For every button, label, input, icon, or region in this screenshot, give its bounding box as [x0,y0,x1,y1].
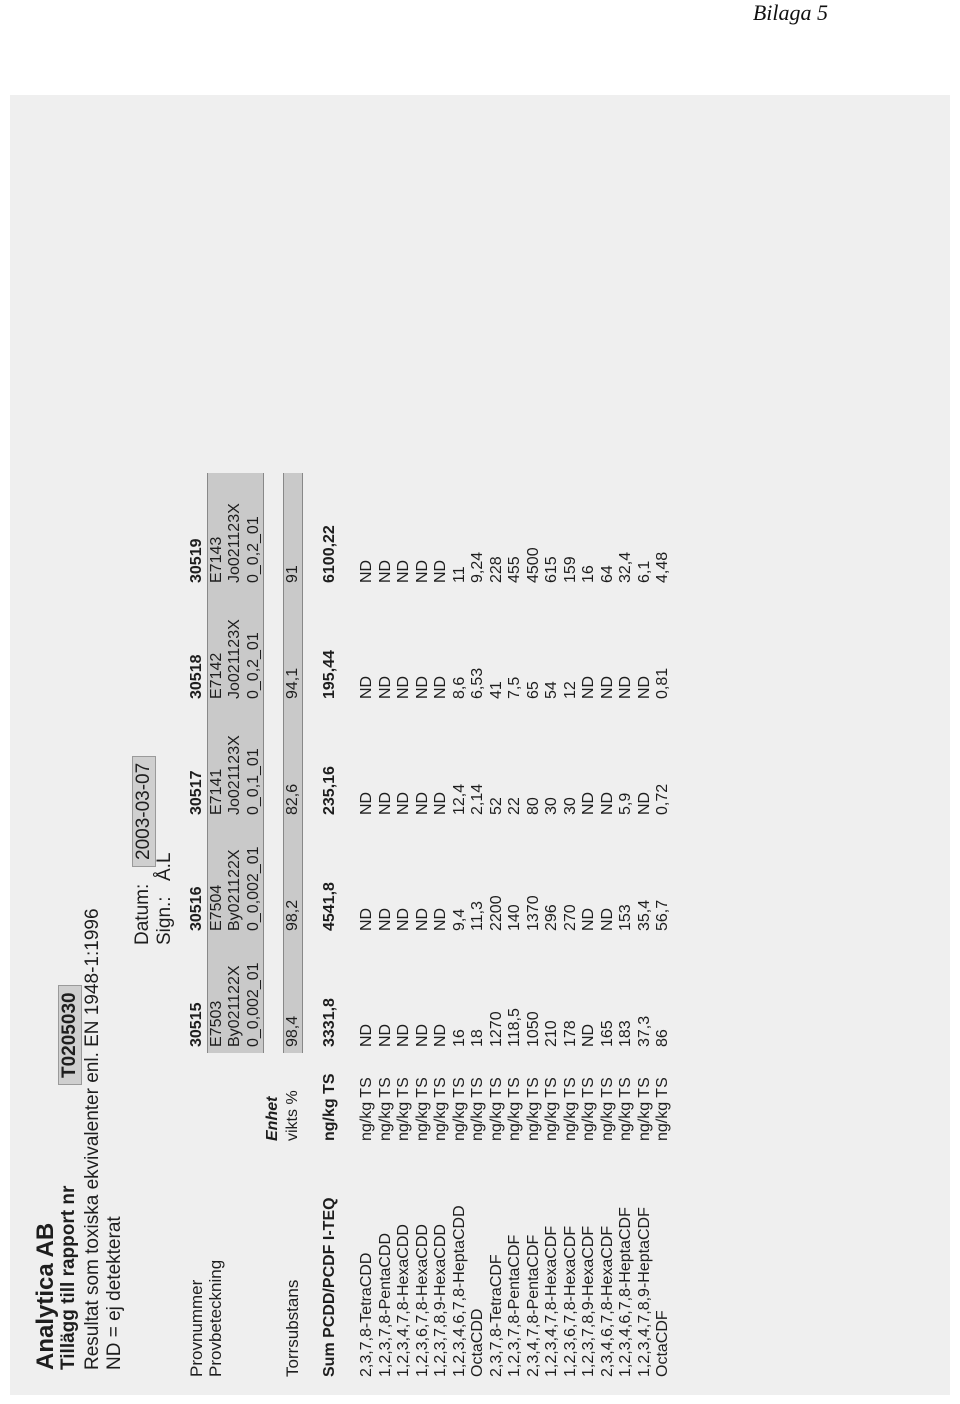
congener-value: ND [376,1023,394,1047]
congener-value: 270 [561,904,579,931]
sample-designation: E7141 [207,705,226,821]
congener-name: 1,2,3,7,8-PentaCDD [376,1232,394,1377]
nd-note: ND = ej detekterat [104,1216,125,1370]
congener-row [451,473,470,1383]
sign-label: Sign.: [154,896,175,945]
congener-value: 18 [469,1029,486,1047]
congener-value: ND [432,791,449,815]
congener-value: ND [432,907,449,931]
congener-value: 54 [543,681,560,699]
unit-cell [245,1053,264,1147]
congener-value: 183 [617,1020,634,1047]
torrsubstans-value: 98,4 [283,937,303,1053]
sum-label: Sum PCDD/PCDF I-TEQ [321,1197,338,1377]
empty-cell [264,937,284,1053]
attachment-label: Bilaga 5 [752,0,828,25]
sum-unit: ng/kg TS [321,1073,338,1141]
congener-value: 52 [487,797,505,815]
torrsubstans-value: 98,2 [283,821,303,937]
congener-unit: ng/kg TS [598,1077,616,1141]
sign-value: Å.L [154,852,175,881]
congener-value: 56,7 [654,899,671,931]
provbeteckning-row [207,473,226,1383]
congener-value: ND [580,907,597,931]
congener-value: 5,9 [617,792,634,815]
enhet-label: Enhet [264,1096,281,1141]
rotated-report [10,95,950,1395]
congener-unit: ng/kg TS [450,1077,468,1141]
congener-name: OctaCDF [654,1310,671,1377]
unit-cell [207,1053,226,1147]
provbeteckning-label: Provbeteckning [206,1259,226,1377]
congener-value: ND [395,559,412,583]
congener-unit: ng/kg TS [580,1077,597,1141]
congener-unit: ng/kg TS [469,1077,486,1141]
congener-unit: ng/kg TS [487,1077,505,1141]
congener-row [414,473,433,1383]
congener-row [636,473,655,1383]
sample-designation: E7503 [207,937,226,1053]
congener-value: ND [635,791,653,815]
congener-name: 2,3,7,8-TetraCDF [487,1254,505,1377]
congener-unit: ng/kg TS [506,1077,523,1141]
congener-value: 86 [654,1029,671,1047]
congener-row [358,473,377,1383]
congener-value: 0,81 [654,667,671,699]
result-note: Resultat som toxiska ekvivalenter enl. EN 1948-1:1996 [82,908,103,1370]
congener-row [617,473,636,1383]
congener-value: 296 [543,904,560,931]
sum-value: 195,44 [321,650,338,699]
congener-value: 159 [561,556,579,583]
sample-designation: 0_0,2_01 [245,473,264,589]
sample-designation: 0_0,002_01 [245,821,264,937]
sample-designation: 0_0,1_01 [245,705,264,821]
congener-value: ND [432,559,449,583]
congener-value: 615 [543,556,560,583]
congener-value: ND [598,675,616,699]
sample-designation: Jo021123X [226,473,245,589]
congener-name: 1,2,3,7,8-PentaCDF [506,1234,523,1377]
sample-number: 30516 [188,886,205,931]
congener-value: ND [395,675,412,699]
congener-unit: ng/kg TS [654,1077,671,1141]
congener-value: 64 [598,565,616,583]
congener-name: 1,2,3,7,8,9-HexaCDD [432,1224,449,1377]
sum-row [321,473,340,1383]
sample-designation: 0_0,2_01 [245,589,264,705]
congener-value: 9,4 [450,908,468,931]
congener-name: 1,2,3,6,7,8-HexaCDD [413,1224,431,1377]
congener-unit: ng/kg TS [561,1077,579,1141]
provnummer-label: Provnummer [187,1279,207,1377]
congener-value: 37,3 [635,1015,653,1047]
congener-value: ND [580,675,597,699]
datum-label: Datum: [132,883,153,945]
provbeteckning-row [245,473,264,1383]
congener-value: ND [395,791,412,815]
congener-value: ND [395,907,412,931]
torrsubstans-unit: vikts % [283,1090,301,1141]
congener-value: ND [358,791,375,815]
congener-value: ND [358,1023,375,1047]
sample-designation: 0_0,002_01 [245,937,264,1053]
congener-value: 32,4 [617,551,634,583]
sample-designation: Jo021123X [226,589,245,705]
congener-value: 1370 [524,895,542,931]
congener-value: ND [358,907,375,931]
congener-value: ND [358,675,375,699]
congener-name: 1,2,3,4,7,8-HexaCDF [543,1225,560,1377]
congener-value: 2,14 [469,783,486,815]
congener-value: ND [598,907,616,931]
sample-designation: Jo021123X [226,705,245,821]
congener-unit: ng/kg TS [376,1077,394,1141]
congener-value: 1050 [524,1011,542,1047]
congener-value: 228 [487,556,505,583]
congener-row [395,473,414,1383]
scanned-page [10,95,950,1395]
congener-value: 80 [524,797,542,815]
empty-cell [264,821,284,937]
congener-name: OctaCDD [469,1308,486,1377]
congener-value: 30 [543,797,560,815]
torrsubstans-value: 94,1 [283,589,303,705]
datum-value: 2003-03-07 [132,756,156,867]
congener-value: 12,4 [450,783,468,815]
enhet-row [264,473,284,1383]
congener-value: 0,72 [654,783,671,815]
congener-value: 4,48 [654,551,671,583]
sample-designation: E7142 [207,589,226,705]
congener-row [654,473,673,1383]
congener-name: 2,3,7,8-TetraCDD [358,1252,375,1377]
sample-designation: By021122X [226,937,245,1053]
congener-name: 2,3,4,7,8-PentaCDF [524,1234,542,1377]
congener-value: 16 [580,565,597,583]
congener-unit: ng/kg TS [617,1077,634,1141]
congener-row [525,473,544,1383]
congener-unit: ng/kg TS [395,1077,412,1141]
provbeteckning-row [226,473,245,1383]
congener-row [580,473,599,1383]
empty-cell [264,1147,284,1383]
unit-cell [188,1053,207,1147]
congener-value: 455 [506,556,523,583]
congener-name: 1,2,3,4,6,7,8-HeptaCDD [450,1205,468,1377]
torrsubstans-value: 82,6 [283,705,303,821]
congener-row [562,473,581,1383]
sample-designation: By021122X [226,821,245,937]
congener-unit: ng/kg TS [413,1077,431,1141]
congener-value: 118,5 [506,1008,523,1047]
congener-value: 16 [450,1029,468,1047]
spacer-row [303,473,322,1383]
congener-value: ND [376,791,394,815]
congener-value: 11 [450,566,468,583]
sample-number: 30517 [188,770,205,815]
congener-value: ND [358,559,375,583]
sample-number: 30519 [188,538,205,583]
torrsubstans-value: 91 [283,473,303,589]
congener-unit: ng/kg TS [635,1077,653,1141]
congener-value: 6,53 [469,667,486,699]
congener-row [543,473,562,1383]
congener-value: ND [413,675,431,699]
congener-name: 1,2,3,7,8,9-HexaCDF [580,1225,597,1377]
congener-value: ND [413,1023,431,1047]
spacer-row [340,473,359,1383]
congener-value: ND [432,1023,449,1047]
sum-value: 3331,8 [321,998,338,1047]
torrsubstans-row [283,473,303,1383]
congener-name: 1,2,3,6,7,8-HexaCDF [561,1225,579,1377]
congener-value: ND [413,559,431,583]
congener-value: ND [580,1023,597,1047]
congener-value: ND [617,675,634,699]
congener-value: 178 [561,1020,579,1047]
congener-row [432,473,451,1383]
congener-row [599,473,618,1383]
congener-name: 1,2,3,4,7,8,9-HeptaCDF [635,1207,653,1377]
congener-value: 6,1 [635,560,653,583]
congener-unit: ng/kg TS [524,1077,542,1141]
congener-value: 153 [617,904,634,931]
congener-value: 140 [506,904,523,931]
congener-row [469,473,488,1383]
empty-cell [264,705,284,821]
sum-value: 235,16 [321,766,338,815]
congener-value: 1270 [487,1011,505,1047]
sample-designation: E7504 [207,821,226,937]
congener-value: 9,24 [469,551,486,583]
congener-value: 210 [543,1020,560,1047]
congener-value: 11,3 [469,901,486,931]
congener-row [506,473,525,1383]
congener-row [377,473,396,1383]
congener-value: 65 [524,681,542,699]
congener-value: 8,6 [450,676,468,699]
congener-value: ND [432,675,449,699]
results-table [188,473,673,1383]
congener-unit: ng/kg TS [358,1077,375,1141]
empty-cell [226,1147,245,1383]
congener-value: ND [376,907,394,931]
congener-value: ND [395,1023,412,1047]
empty-cell [264,589,284,705]
unit-cell [226,1053,245,1147]
congener-value: ND [635,675,653,699]
congener-value: 30 [561,797,579,815]
congener-value: 12 [561,681,579,699]
sum-value: 6100,22 [321,525,338,583]
sample-number: 30518 [188,654,205,699]
congener-unit: ng/kg TS [543,1077,560,1141]
report-label: Tillägg till rapport nr [58,1185,79,1370]
congener-name: 2,3,4,6,7,8-HexaCDF [598,1225,616,1377]
congener-value: 22 [506,797,523,815]
congener-row [488,473,507,1383]
congener-value: ND [413,907,431,931]
congener-name: 1,2,3,4,7,8-HexaCDD [395,1224,412,1377]
congener-value: ND [376,675,394,699]
congener-unit: ng/kg TS [432,1077,449,1141]
congener-value: 165 [598,1020,616,1047]
congener-value: ND [598,791,616,815]
report-number: T0205030 [58,985,82,1085]
empty-cell [303,1147,322,1383]
sample-designation: E7143 [207,473,226,589]
congener-value: 41 [487,681,505,699]
congener-value: ND [376,559,394,583]
congener-value: 7,5 [506,676,523,699]
empty-cell [340,1147,359,1383]
sample-number: 30515 [188,1002,205,1047]
provnummer-row [188,473,207,1383]
empty-cell [245,1147,264,1383]
congener-value: 2200 [487,895,505,931]
congener-value: 4500 [524,547,542,583]
sum-value: 4541,8 [321,882,338,931]
congener-value: ND [580,791,597,815]
empty-cell [264,473,284,589]
congener-value: ND [413,791,431,815]
congener-value: 35,4 [635,899,653,931]
congener-name: 1,2,3,4,6,7,8-HeptaCDF [617,1207,634,1377]
torrsubstans-label: Torrsubstans [282,1279,302,1377]
company-name: Analytica AB [32,1222,59,1370]
